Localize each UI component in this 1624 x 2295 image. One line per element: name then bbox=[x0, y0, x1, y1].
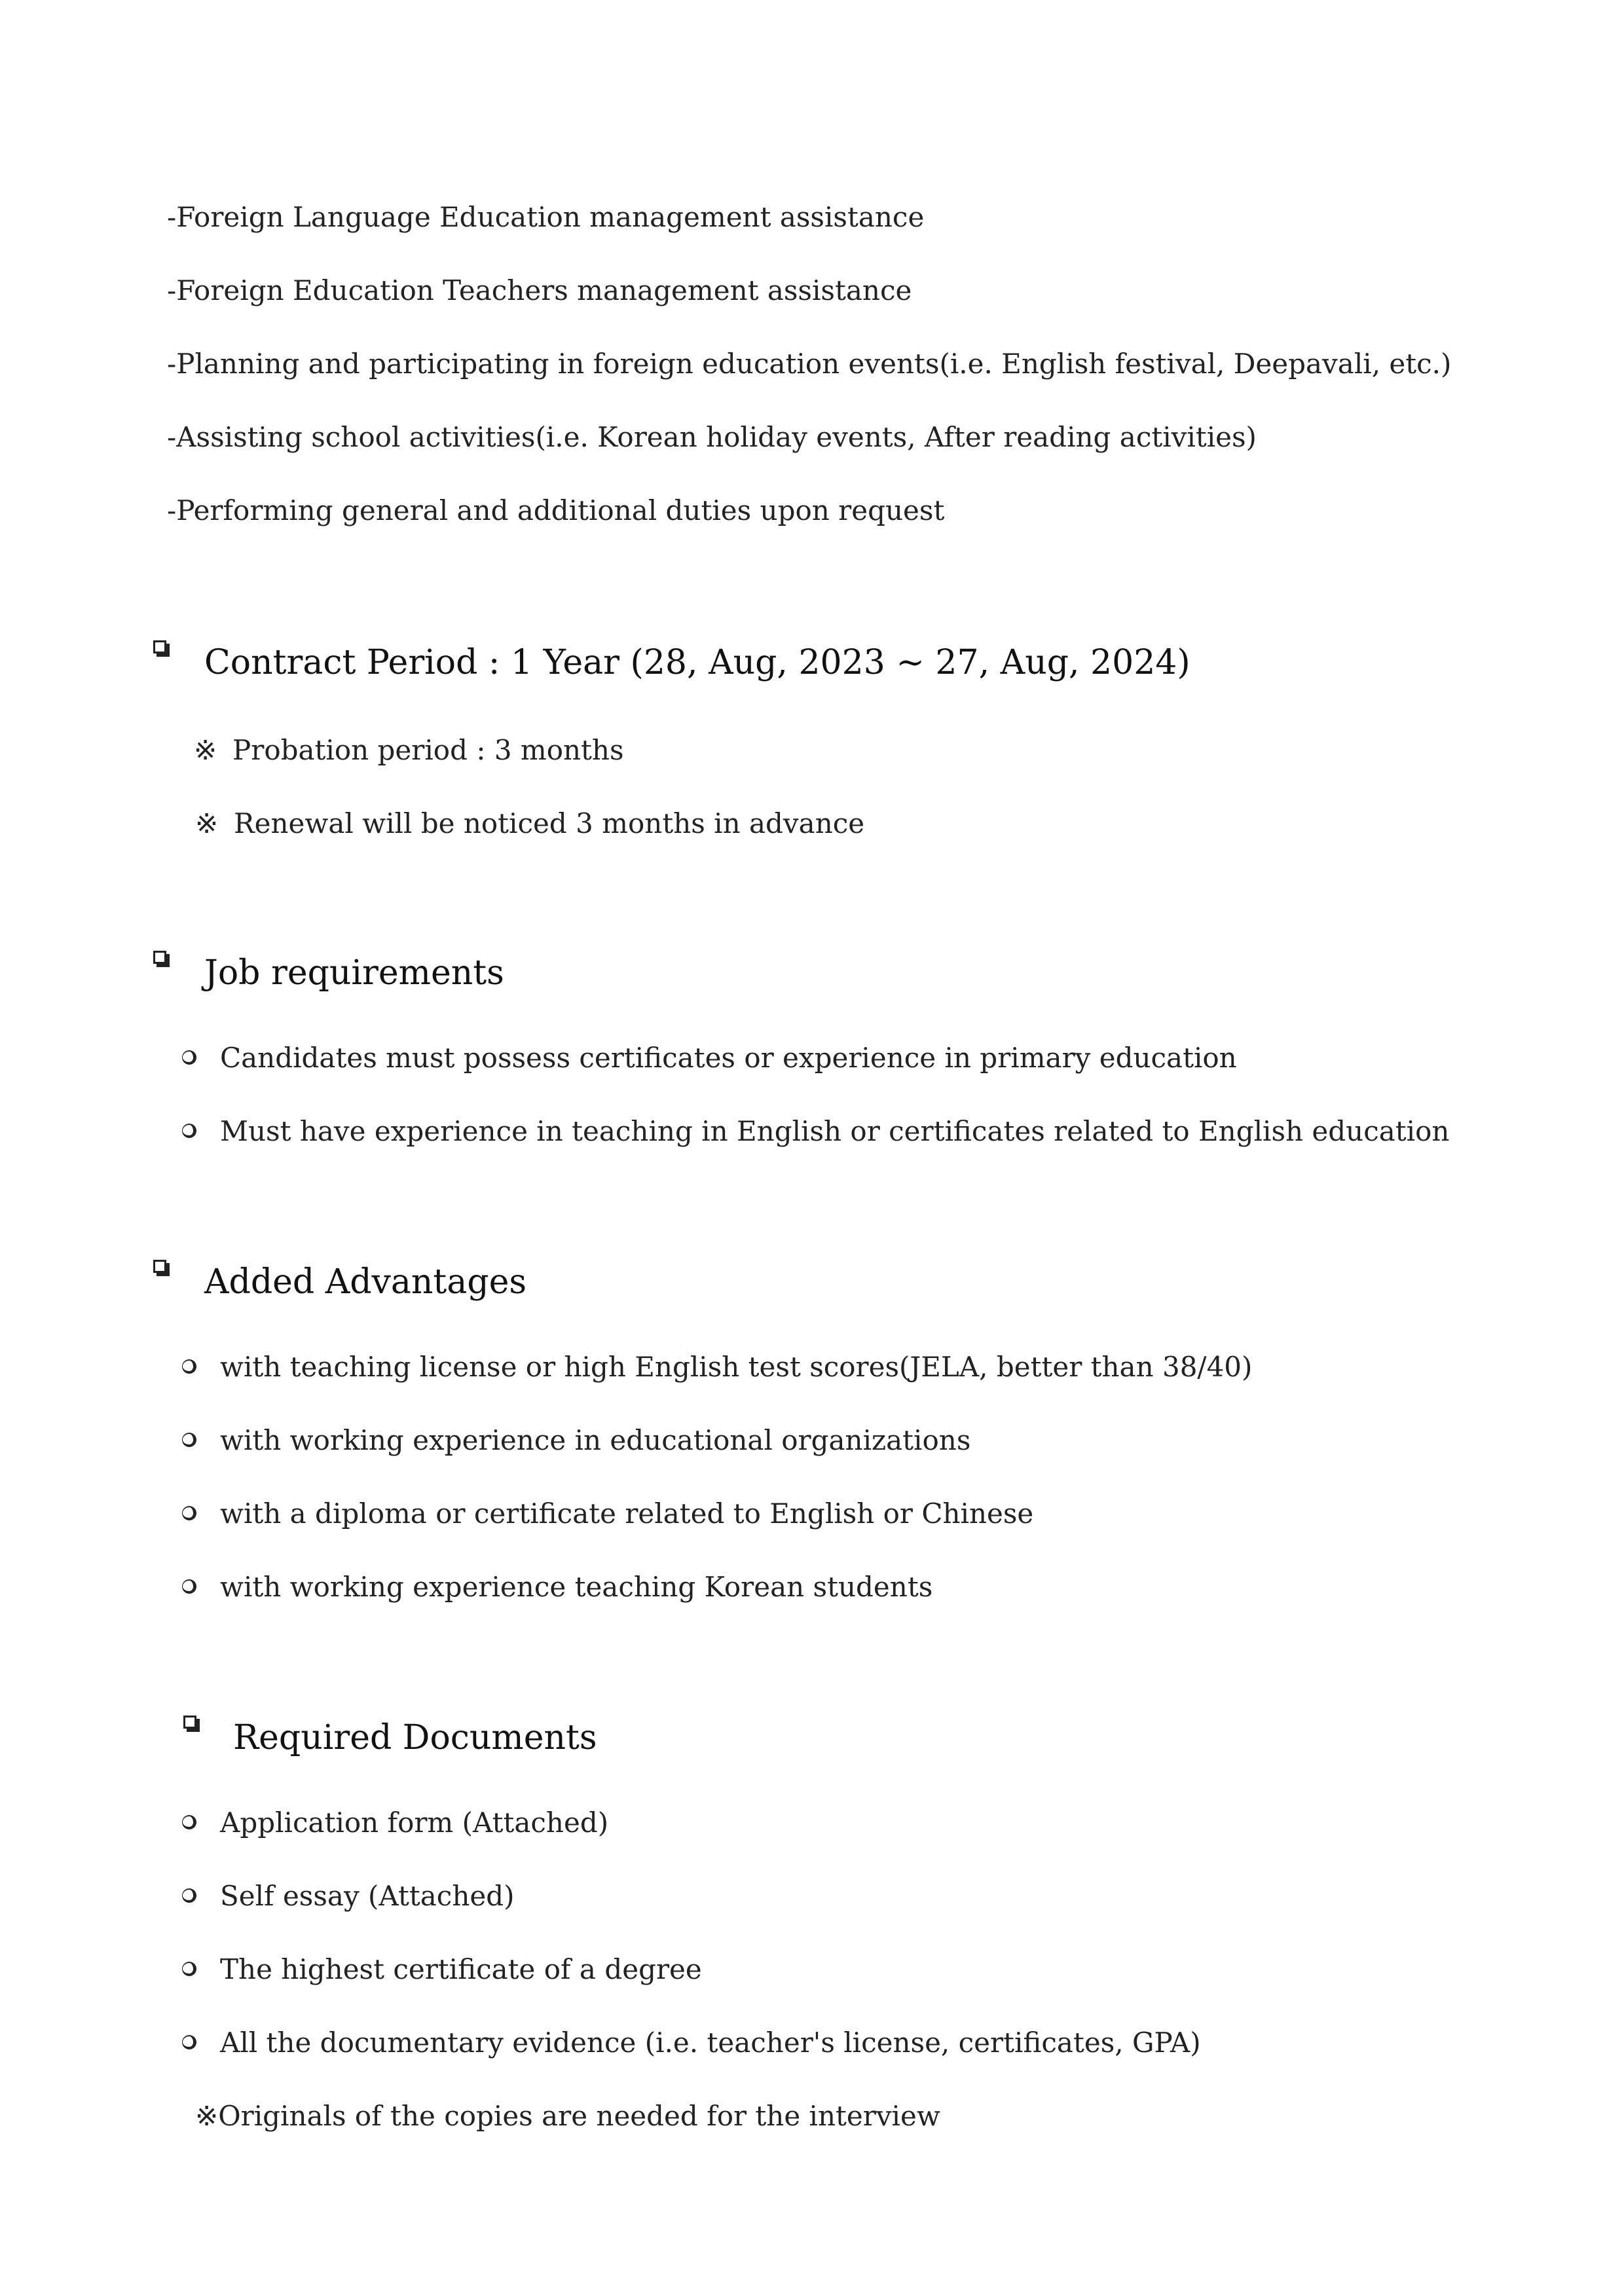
square-bullet-icon bbox=[153, 1260, 166, 1273]
document-item: Self essay (Attached) bbox=[220, 1880, 515, 1912]
document-item: Application form (Attached) bbox=[220, 1807, 609, 1839]
job-requirements-heading: Job requirements bbox=[204, 953, 504, 993]
duty-item: -Foreign Language Education management assistance bbox=[167, 201, 925, 233]
circle-bullet-icon bbox=[182, 1815, 196, 1829]
circle-bullet-icon bbox=[182, 1359, 196, 1374]
circle-bullet-icon bbox=[182, 1050, 196, 1065]
documents-note: ※Originals of the copies are needed for the interview bbox=[195, 2100, 940, 2132]
requirement-item: Candidates must possess certificates or experience in primary education bbox=[220, 1042, 1237, 1074]
advantage-item: with working experience in educational organizations bbox=[220, 1424, 971, 1456]
circle-bullet-icon bbox=[182, 2035, 196, 2049]
contract-period-heading: Contract Period : 1 Year (28, Aug, 2023 ~ 27, Aug, 2024) bbox=[204, 643, 1190, 682]
circle-bullet-icon bbox=[182, 1962, 196, 1976]
circle-bullet-icon bbox=[182, 1124, 196, 1138]
document-item: The highest certificate of a degree bbox=[220, 1953, 702, 1985]
added-advantages-heading: Added Advantages bbox=[204, 1262, 527, 1302]
duty-item: -Foreign Education Teachers management assistance bbox=[167, 274, 912, 306]
square-bullet-icon bbox=[183, 1716, 196, 1729]
document-item: All the documentary evidence (i.e. teacher's license, certificates, GPA) bbox=[220, 2027, 1201, 2059]
contract-note: Renewal will be noticed 3 months in advance bbox=[234, 807, 865, 839]
requirement-item: Must have experience in teaching in English or certificates related to English education bbox=[220, 1115, 1450, 1147]
circle-bullet-icon bbox=[182, 1506, 196, 1520]
advantage-item: with working experience teaching Korean students bbox=[220, 1571, 933, 1603]
duty-item: -Assisting school activities(i.e. Korean holiday events, After reading activities) bbox=[167, 421, 1257, 453]
reference-mark-icon: ※ bbox=[195, 807, 219, 839]
contract-note: Probation period : 3 months bbox=[232, 734, 624, 766]
duty-item: -Planning and participating in foreign education events(i.e. English festival, Deepavali, etc.) bbox=[167, 348, 1452, 380]
reference-mark-icon: ※ bbox=[194, 734, 217, 766]
circle-bullet-icon bbox=[182, 1579, 196, 1594]
duty-item: -Performing general and additional duties upon request bbox=[167, 494, 945, 526]
circle-bullet-icon bbox=[182, 1888, 196, 1903]
circle-bullet-icon bbox=[182, 1433, 196, 1447]
square-bullet-icon bbox=[153, 951, 166, 964]
advantage-item: with a diploma or certificate related to English or Chinese bbox=[220, 1497, 1034, 1530]
square-bullet-icon bbox=[153, 640, 166, 653]
advantage-item: with teaching license or high English test scores(JELA, better than 38/40) bbox=[220, 1351, 1253, 1383]
required-documents-heading: Required Documents bbox=[233, 1718, 597, 1757]
